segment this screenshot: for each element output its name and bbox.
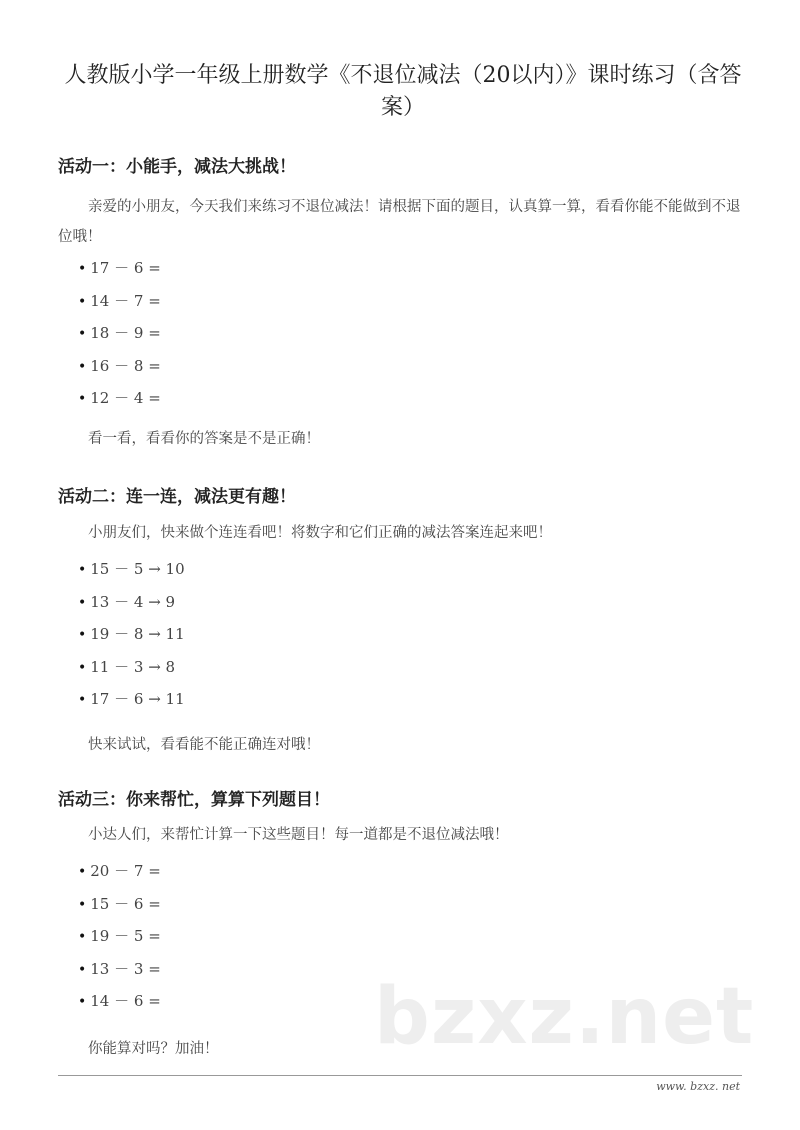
activity-2-heading: 活动二：连一连，减法更有趣！	[58, 487, 296, 507]
bullet-icon: •	[78, 896, 87, 913]
watermark: bzxz.net	[374, 972, 755, 1062]
list-item: • 17 － 6 =	[78, 259, 161, 277]
bullet-icon: •	[78, 659, 87, 676]
bullet-icon: •	[78, 864, 87, 880]
list-item: • 14 － 7 =	[78, 291, 161, 310]
activity-3-list	[78, 855, 161, 1018]
footer-url: www. bzxz. net	[656, 1080, 740, 1093]
bullet-icon: •	[78, 929, 87, 945]
list-item: • 19 － 8 → 11	[78, 625, 185, 643]
activity-2-outro: 快来试试，看看能不能正确连对哦！	[88, 737, 320, 753]
list-item: • 18 － 9 =	[78, 324, 161, 342]
activity-3-intro: 小达人们，来帮忙计算一下这些题目！每一道都是不退位减法哦！	[88, 827, 509, 843]
list-item: • 14 － 6 =	[78, 992, 161, 1010]
activity-1-heading: 活动一：小能手，减法大挑战！	[58, 157, 296, 177]
activity-2-intro: 小朋友们，快来做个连连看吧！将数字和它们正确的减法答案连起来吧！	[88, 525, 552, 541]
bullet-icon: •	[78, 293, 87, 310]
bullet-icon: •	[78, 627, 87, 643]
document-title: 人教版小学一年级上册数学《不退位减法（20以内）》课时练习（含答案）	[64, 63, 742, 120]
bullet-icon: •	[78, 391, 87, 407]
bullet-icon: •	[78, 326, 87, 342]
bullet-icon: •	[78, 994, 87, 1010]
list-item: • 15 － 5 → 10	[78, 560, 185, 578]
bullet-icon: •	[78, 358, 87, 375]
activity-3-heading: 活动三：你来帮忙，算算下列题目！	[58, 790, 330, 810]
activity-3-outro: 你能算对吗？加油！	[88, 1041, 219, 1057]
list-item: • 13 － 4 → 9	[78, 592, 176, 611]
footer-divider	[58, 1075, 742, 1076]
list-item: • 16 － 8 =	[78, 356, 161, 375]
list-item: • 13 － 3 =	[78, 959, 161, 978]
list-item: • 11 － 3 → 8	[78, 657, 176, 676]
bullet-icon: •	[78, 692, 87, 708]
list-item: • 19 － 5 =	[78, 927, 161, 945]
activity-1-intro: 亲爱的小朋友，今天我们来练习不退位减法！请根据下面的题目，认真算一算，看看你能不能做到不退位哦！	[58, 199, 741, 245]
bullet-icon: •	[78, 594, 87, 611]
list-item: • 17 － 6 → 11	[78, 690, 185, 708]
activity-1-outro: 看一看，看看你的答案是不是正确！	[88, 431, 320, 447]
activity-1-list	[78, 252, 161, 415]
list-item: • 15 － 6 =	[78, 894, 161, 913]
activity-2-list	[78, 553, 185, 716]
bullet-icon: •	[78, 562, 87, 578]
list-item: • 20 － 7 =	[78, 862, 161, 880]
bullet-icon: •	[78, 961, 87, 978]
bullet-icon: •	[78, 261, 87, 277]
list-item: • 12 － 4 =	[78, 389, 161, 407]
